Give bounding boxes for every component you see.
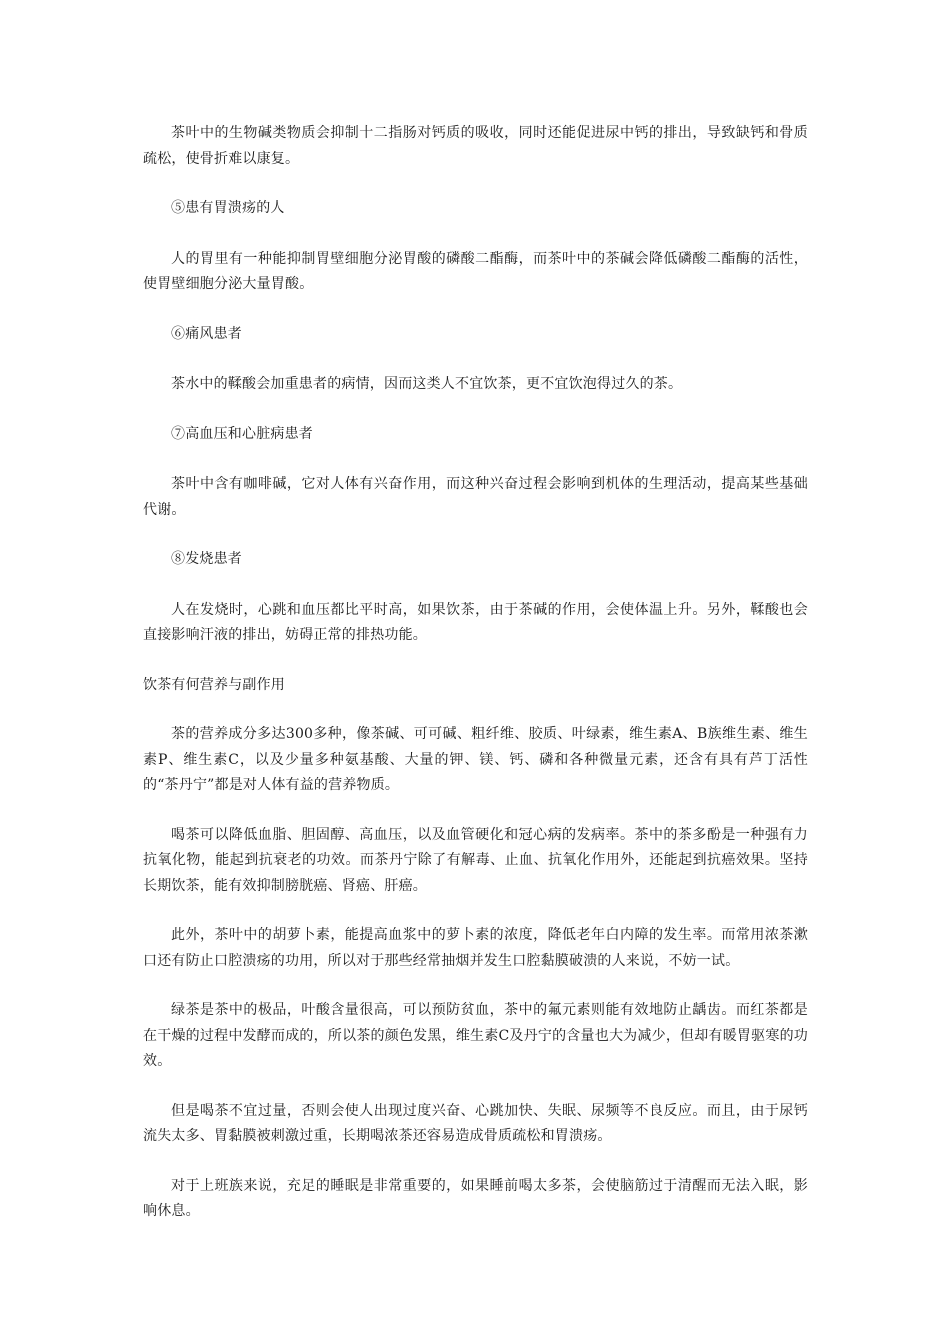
document-page [143, 121, 808, 1249]
paragraph-green-red-tea: 绿茶是茶中的极品，叶酸含量很高，可以预防贫血，茶中的氟元素则能有效地防止龋齿。而红茶都是在干燥的过程中发酵而成的，所以茶的颜色发黑，维生素C及丹宁的含量也大为减少，但却有暖胃驱寒的功效。 [143, 1002, 808, 1069]
paragraph-health-benefits: 喝茶可以降低血脂、胆固醇、高血压，以及血管硬化和冠心病的发病率。茶中的茶多酚是一种强有力抗氧化物，能起到抗衰老的功效。而茶丹宁除了有解毒、止血、抗氧化作用外，还能起到抗癌效果。坚持长期饮茶，能有效抑制膀胱癌、肾癌、肝癌。 [143, 826, 808, 894]
item-heading-hypertension: ⑦高血压和心脏病患者 [171, 425, 313, 442]
paragraph-nutrients: 茶的营养成分多达300多种，像茶碱、可可碱、粗纤维、胶质、叶绿素，维生素A、B族维生素、维生素P、维生素C，以及少量多种氨基酸、大量的钾、镁、钙、磷和各种微量元素，还含有具有芦丁活性的“茶丹宁”都是对人体有益的营养物质。 [143, 726, 808, 793]
paragraph-stomach-acid: 人的胃里有一种能抑制胃壁细胞分泌胃酸的磷酸二酯酶，而茶叶中的茶碱会降低磷酸二酯酶的活性，使胃壁细胞分泌大量胃酸。 [143, 250, 808, 292]
item-heading-gout: ⑥痛风患者 [171, 325, 242, 342]
paragraph-fever-effects: 人在发烧时，心跳和血压都比平时高，如果饮茶，由于茶碱的作用，会使体温上升。另外，鞣酸也会直接影响汗液的排出，妨碍正常的排热功能。 [143, 601, 808, 643]
section-title-nutrition: 饮茶有何营养与副作用 [143, 676, 285, 693]
paragraph-caffeine: 茶叶中含有咖啡碱，它对人体有兴奋作用，而这种兴奋过程会影响到机体的生理活动，提高某些基础代谢。 [143, 476, 808, 518]
item-heading-fever: ⑧发烧患者 [171, 551, 242, 567]
item-heading-stomach-ulcer: ⑤患有胃溃疡的人 [171, 200, 285, 216]
paragraph-tannic-acid: 茶水中的鞣酸会加重患者的病情，因而这类人不宜饮茶，更不宜饮泡得过久的茶。 [171, 376, 683, 392]
paragraph-excess-warning: 但是喝茶不宜过量，否则会使人出现过度兴奋、心跳加快、失眠、尿频等不良反应。而且，由于尿钙流失太多、胃黏膜被刺激过重，长期喝浓茶还容易造成骨质疏松和胃溃疡。 [143, 1102, 808, 1144]
paragraph-sleep: 对于上班族来说，充足的睡眠是非常重要的，如果睡前喝太多茶，会使脑筋过于清醒而无法入眠，影响休息。 [143, 1177, 808, 1219]
paragraph-carotene: 此外，茶叶中的胡萝卜素，能提高血浆中的萝卜素的浓度，降低老年白内障的发生率。而常用浓茶漱口还有防止口腔溃疡的功用，所以对于那些经常抽烟并发生口腔黏膜破溃的人来说，不妨一试。 [143, 927, 808, 969]
paragraph-calcium-absorption: 茶叶中的生物碱类物质会抑制十二指肠对钙质的吸收，同时还能促进尿中钙的排出，导致缺钙和骨质疏松，使骨折难以康复。 [143, 125, 808, 167]
